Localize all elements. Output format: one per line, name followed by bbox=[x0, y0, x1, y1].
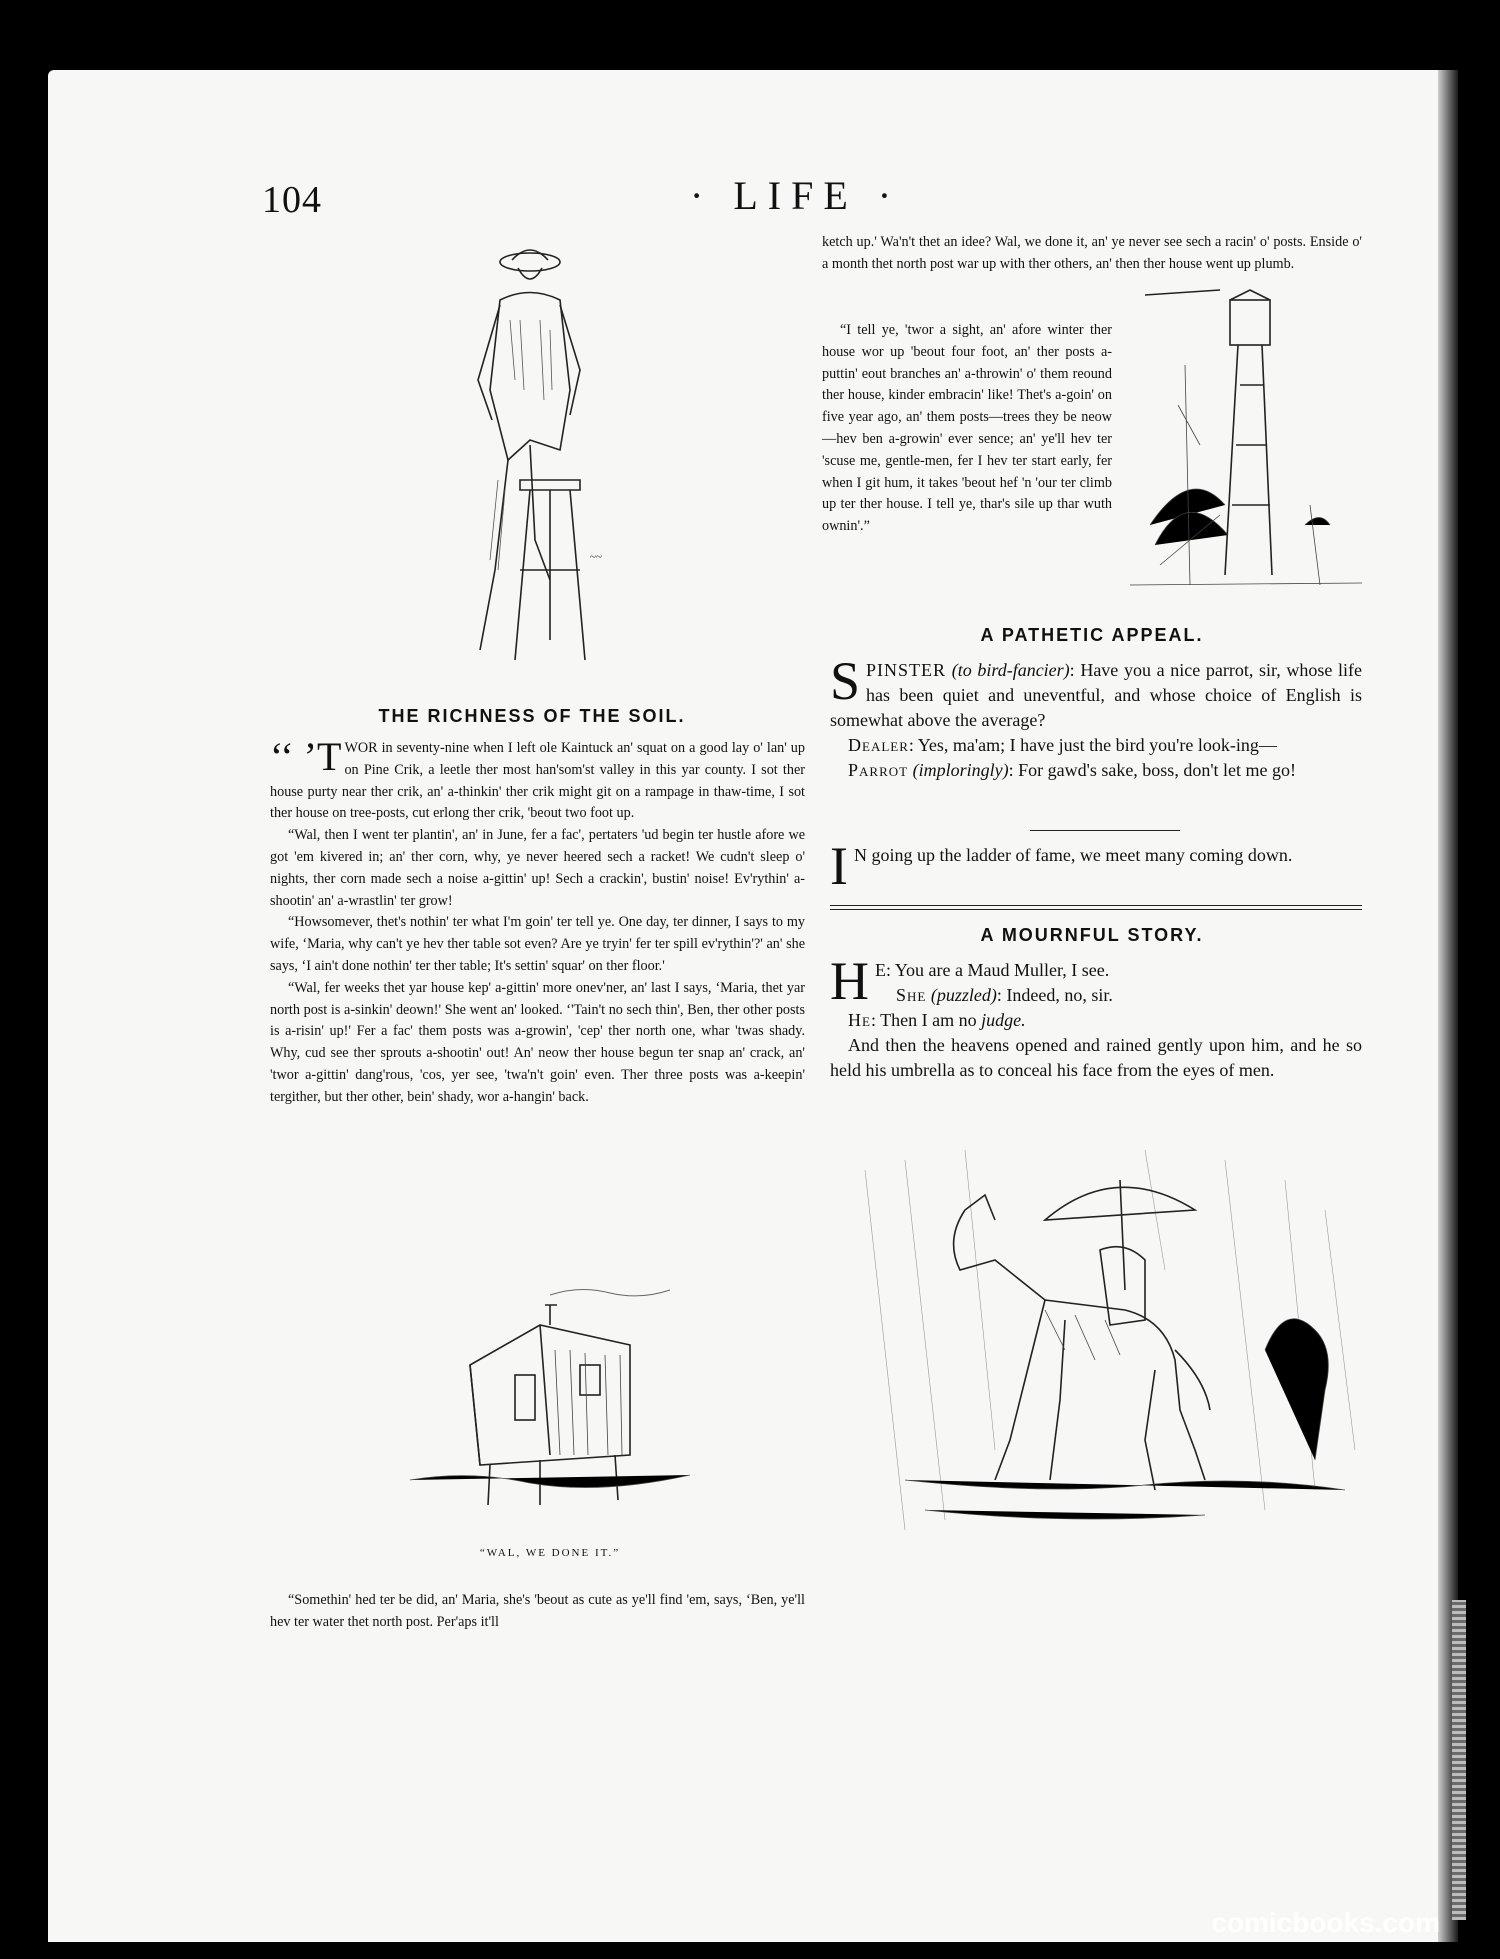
rider-with-umbrella-illustration bbox=[845, 1150, 1365, 1570]
parrot-line: : For gawd's sake, boss, don't let me go! bbox=[1008, 760, 1297, 780]
dropcap-t: ‘‘ ’T bbox=[270, 734, 342, 779]
speaker-she: She bbox=[896, 985, 927, 1005]
svg-text:~~: ~~ bbox=[590, 551, 602, 563]
dropcap-i: I bbox=[830, 836, 848, 896]
book-spine-edge bbox=[1452, 1600, 1466, 1920]
spinster-line: : Have you a nice parrot, sir, whose life has been quiet and uneventful, and whose choice of English is somewhat above the average? bbox=[830, 660, 1363, 730]
dropcap-h: H bbox=[830, 951, 869, 1011]
article-title-pathetic-appeal: A PATHETIC APPEAL. bbox=[980, 625, 1204, 645]
page-number: 104 bbox=[262, 179, 322, 221]
speaker-spinster: PINSTER bbox=[866, 660, 947, 680]
richness-continuation bbox=[822, 232, 1362, 276]
speaker-parrot: Parrot bbox=[848, 760, 909, 780]
speaker-he: He bbox=[848, 1010, 871, 1030]
short-divider bbox=[1030, 830, 1180, 831]
aside-puzzled: (puzzled) bbox=[930, 985, 997, 1005]
article-title-richness: THE RICHNESS OF THE SOIL. bbox=[378, 706, 686, 726]
ladder-of-fame-text: N going up the ladder of fame, we meet many coming down. bbox=[853, 845, 1293, 865]
seated-man-illustration bbox=[420, 240, 640, 670]
mournful-story-body bbox=[830, 951, 1362, 1083]
speaker-dealer: Dealer bbox=[848, 735, 909, 755]
word-judge: judge. bbox=[981, 1010, 1026, 1030]
watermark: comicbooks.com bbox=[1211, 1907, 1440, 1938]
richness-paragraph-1: WOR in seventy-nine when I left ole Kaintuck an' squat on a good lay o' lan' up on Pine Crik, a leetle ther most han'som'st valley in this yar county. I sot ther house purty near ther crik, an' a-thinkin' ther crik might git on a rampage in thaw-time, I sot ther house on tree-posts, cut erlong ther crik, 'beout two foot up. bbox=[270, 740, 805, 822]
aside-imploringly: (imploringly) bbox=[912, 760, 1009, 780]
richness-paragraph-3: “Howsomever, thet's nothin' ter what I'm goin' ter tell ye. One day, ter dinner, I says to my wife, ‘Maria, why can't ye hev ther table sot even? Are ye tryin' fer ter spill ev'rythin'?' an' she says, ‘I ain't done nothin' ter ther table; It's settin' squar' on ther floor.' bbox=[270, 914, 805, 974]
dealer-line: : Yes, ma'am; I have just the bird you're look-ing— bbox=[908, 735, 1277, 755]
richness-bottom-text: “Somethin' hed ter be did, an' Maria, she's 'beout as cute as ye'll find 'em, says, ‘Ben, ye'll hev ter water thet north post. Per'aps it'll bbox=[270, 1592, 805, 1630]
double-divider bbox=[830, 905, 1362, 910]
richness-continuation-1: ketch up.' Wa'n't thet an idee? Wal, we done it, an' ye never see sech a racin' o' posts. Enside o' a month thet north post war up with ther others, an' then ther house went up plumb. bbox=[822, 234, 1362, 272]
he-line-2: : Then I am no bbox=[870, 1010, 977, 1030]
house-in-trees-illustration bbox=[1130, 285, 1362, 595]
house-caption: “WAL, WE DONE IT.” bbox=[479, 1547, 621, 1559]
house-on-posts-illustration bbox=[390, 1265, 710, 1510]
richness-continuation-2: “I tell ye, 'twor a sight, an' afore winter ther house wor up 'beout four foot, an' ther posts a-puttin' eout branches an' a-throwin' o' them reound ther house, kinder embracin' like! Thet's a-goin' on five year ago, an' them posts—trees they be neow—hev ben a-growin' ever sence; an' ye'll hev ter 'scuse me, gentle-men, fer I hev ter start early, fer when I git hum, it takes 'beout hef 'n 'our ter climb up ter ther house. I tell ye, thar's sile up thar wuth ownin'.” bbox=[822, 322, 1112, 535]
ladder-of-fame-quip bbox=[830, 836, 1362, 896]
richness-paragraph-4: “Wal, fer weeks thet yar house kep' a-gittin' more onev'ner, an' last I says, ‘Maria, thet yar north post is a-sinkin' deown!' She went an' looked. ‘'Tain't no sech thin', Ben, ther other posts is a-risin' up!' Fer a fac' them posts was a-growin', 'cep' ther north one, whar 'twas shady. Why, cud see ther sprouts a-shootin' out! An' neow ther house begun ter snap an' crack, an' 'twor a-gittin' dang'rous, 'cos, yer see, 'twa'n't goin' even. Ther three posts was a-keepin' tergither, but ther other, bein' shady, wor a-hangin' back. bbox=[270, 979, 805, 1105]
article-title-mournful-story: A MOURNFUL STORY. bbox=[980, 925, 1204, 945]
masthead-title: · LIFE · bbox=[690, 173, 902, 218]
richness-story-bottom bbox=[270, 1590, 805, 1634]
pathetic-appeal-body bbox=[830, 651, 1363, 783]
richness-paragraph-2: “Wal, then I went ter plantin', an' in June, fer a fac', pertaters 'ud begin ter hustle afore we got 'em kivered in; an' ther corn, why, ye never heered sech a racket! We cudn't sleep o' nights, ther corn made sech a noise a-gittin' up! Sech a crackin', bustin' noise! Ev'rythin' a-shootin' an' a-wrastlin' ter grow! bbox=[270, 827, 805, 909]
richness-story-body bbox=[270, 734, 805, 1109]
he-line-1: E: You are a Maud Muller, I see. bbox=[875, 960, 1110, 980]
dropcap-s: S bbox=[830, 651, 861, 711]
richness-continuation-narrow bbox=[822, 320, 1112, 538]
aside-to-bird-fancier: (to bird-fancier) bbox=[951, 660, 1070, 680]
mournful-paragraph: And then the heavens opened and rained gently upon him, and he so held his umbrella as to conceal his face from the eyes of men. bbox=[830, 1035, 1362, 1080]
she-line: : Indeed, no, sir. bbox=[996, 985, 1113, 1005]
